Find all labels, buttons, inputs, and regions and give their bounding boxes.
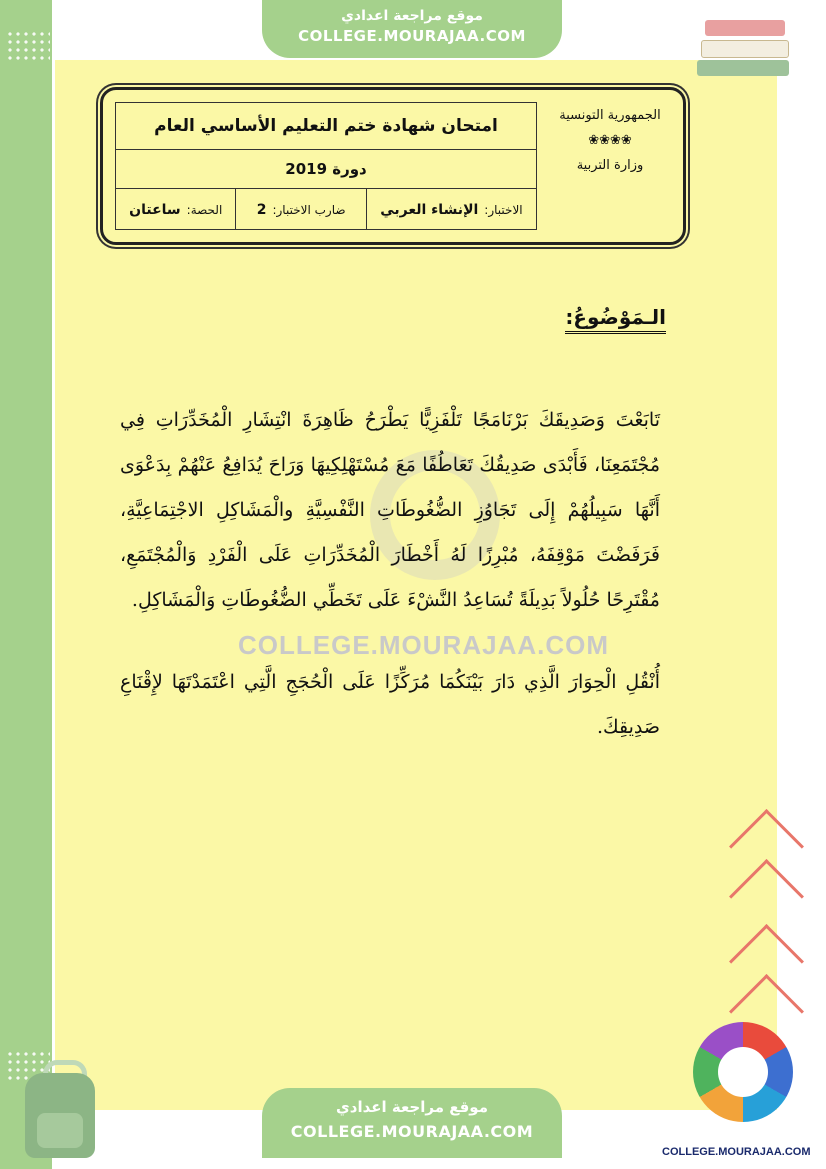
subject-heading: الـمَوْضُوعُ: (565, 305, 666, 334)
exam-details-row (116, 189, 536, 230)
test-value: الإنشاء العربي (380, 201, 479, 218)
ministry-label: وزارة التربية (576, 158, 644, 173)
site-logo-text[interactable]: COLLEGE.MOURAJAA.COM (662, 1146, 811, 1158)
decorative-dots (6, 30, 50, 60)
duration-label: الحصة: (186, 202, 223, 217)
subject-paragraph-1: تَابَعْتَ وَصَدِيقَكَ بَرْنَامَجًا تَلْفَزِيًّا يَطْرَحُ ظَاهِرَةَ انْتِشَارِ الْمُخَدِّرَاتِ فِي مُجْتَمَعِنَا، فَأَبْدَى صَدِيقُكَ تَعَاطُفًا مَعَ مُسْتَهْلِكِيهَا وَرَاحَ يُدَافِعُ عَنْهُمْ بِدَعْوَى أَنَّهَا سَبِيلُهُمْ إِلَى تَجَاوُزِ الضُّغُوطَاتِ النَّفْسِيَّةِ والْمَشَاكِلِ الاجْتِمَاعِيَّةِ، فَرَفَضْتَ مَوْقِفَهُ، مُبْرِزًا لَهُ أَخْطَارَ الْمُخَدِّرَاتِ عَلَى الْفَرْدِ وَالْمُجْتَمَعِ، مُقْتَرِحًا حُلُولاً بَدِيلَةً تُسَاعِدُ النَّشْءَ عَلَى تَخَطِّي الضُّغُوطَاتِ وَالْمَشَاكِلِ. (120, 409, 660, 611)
coef-label: ضارب الاختبار: (272, 202, 346, 217)
exam-info-table (115, 102, 537, 230)
coef-cell (235, 189, 365, 230)
bottom-site-name: موقع مراجعة اعدادي (336, 1098, 488, 1116)
books-icon (695, 12, 795, 92)
duration-cell (116, 189, 235, 230)
coef-value: 2 (256, 201, 267, 218)
top-site-banner[interactable] (262, 0, 562, 58)
subject-paragraph-2: أُنْقُلِ الْحِوَارَ الَّذِي دَارَ بَيْنَكُمَا مُرَكِّزًا عَلَى الْحُجَجِ الَّتِي اعْتَمَدْتَهَا لإِقْنَاعِ صَدِيقِكَ. (120, 671, 660, 738)
bottom-site-url[interactable]: COLLEGE.MOURAJAA.COM (290, 1122, 534, 1141)
bottom-site-banner[interactable] (262, 1088, 562, 1158)
ministry-block (551, 108, 669, 183)
backpack-icon (15, 1058, 105, 1158)
republic-label: الجمهورية التونسية (559, 108, 661, 123)
test-label: الاختبار: (484, 202, 523, 217)
site-watermark: COLLEGE.MOURAJAA.COM (238, 630, 609, 660)
stars-decoration: ❀❀❀❀ (588, 133, 632, 148)
duration-value: ساعتان (129, 201, 181, 218)
exam-header-box (100, 87, 686, 245)
exam-title: امتحان شهادة ختم التعليم الأساسي العام (116, 103, 536, 150)
test-cell (366, 189, 536, 230)
exam-session: دورة 2019 (116, 150, 536, 189)
top-site-name: موقع مراجعة اعدادي (341, 8, 483, 24)
top-site-url[interactable]: COLLEGE.MOURAJAA.COM (298, 27, 526, 45)
left-green-frame (0, 0, 52, 1169)
site-logo-icon[interactable] (693, 1022, 793, 1122)
